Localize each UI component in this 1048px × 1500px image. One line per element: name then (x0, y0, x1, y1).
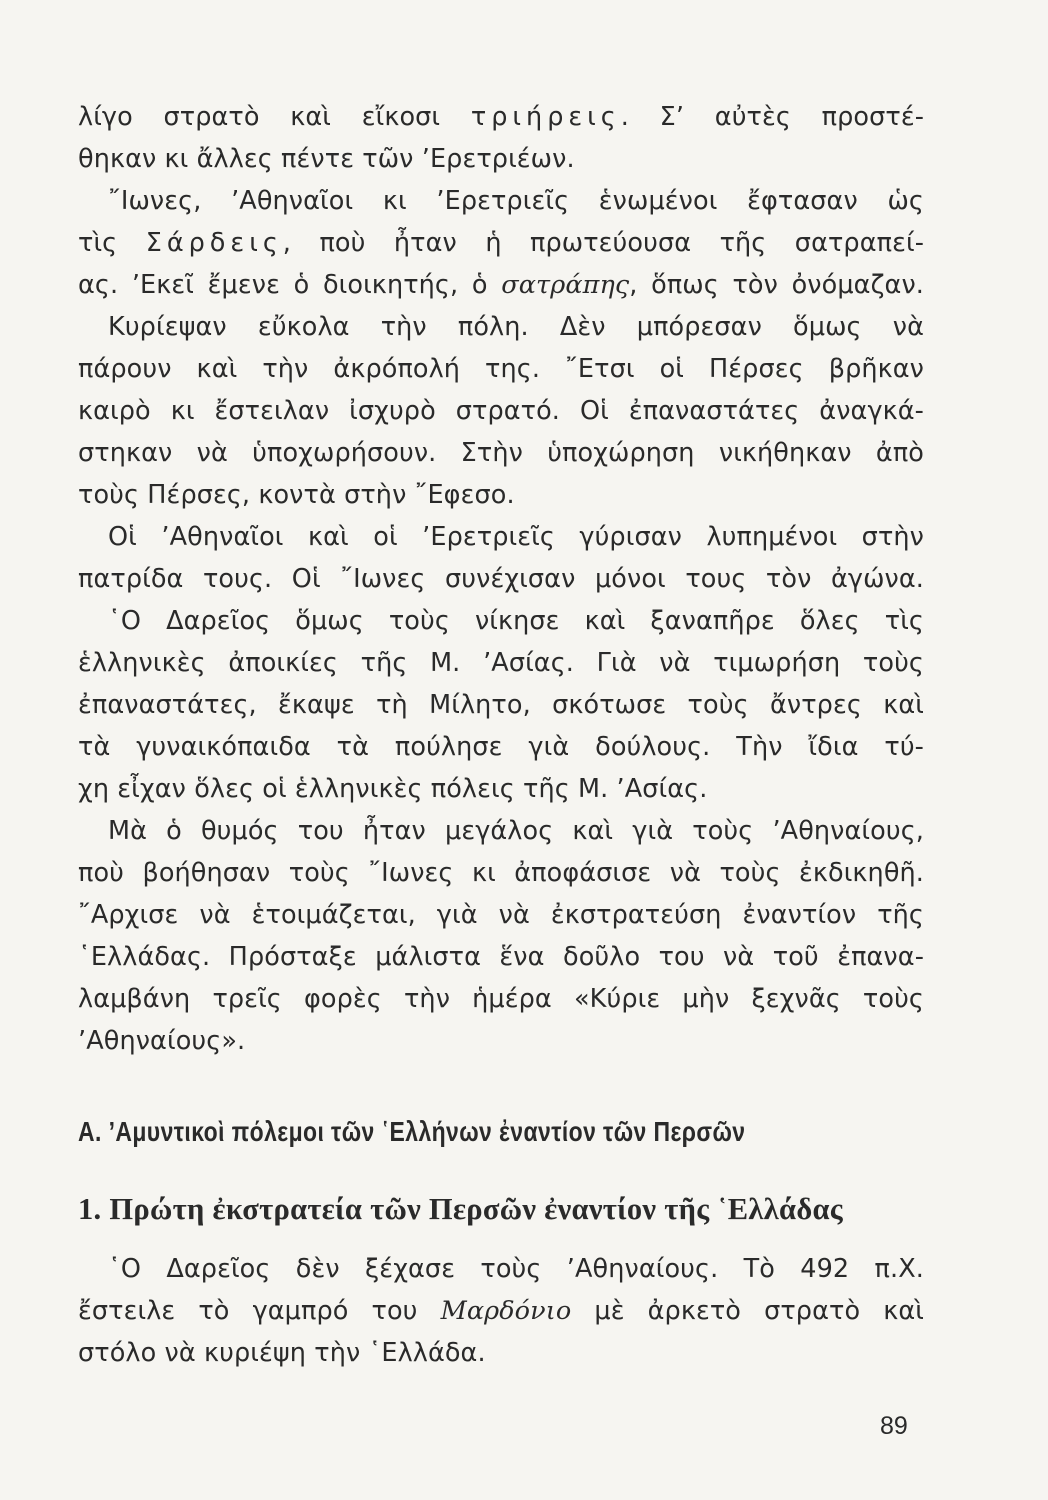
text-line: ἑλληνικὲς ἀποικίες τῆς Μ. ’Ασίας. Γιὰ νὰ τιμωρήση τοὺς (78, 648, 924, 678)
body-text-top (78, 96, 924, 1062)
text-line: Κυρίεψαν εὔκολα τὴν πόλη. Δὲν μπόρεσαν ὅμως νὰ (108, 312, 924, 342)
text-line: ποὺ βοήθησαν τοὺς ῎Ιωνες κι ἀποφάσισε νὰ τοὺς ἐκδικηθῆ. (78, 858, 924, 888)
page-number: 89 (880, 1412, 908, 1440)
text-line: τὶς Σάρδεις, ποὺ ἦταν ἡ πρωτεύουσα τῆς σατραπεί- (78, 228, 924, 258)
text-line: θηκαν κι ἄλλες πέντε τῶν ’Ερετριέων. (78, 144, 575, 174)
text-line: ῎Ιωνες, ’Αθηναῖοι κι ’Ερετριεῖς ἑνωμένοι ἔφτασαν ὡς (108, 186, 924, 216)
text-line: ῎Αρχισε νὰ ἑτοιμάζεται, γιὰ νὰ ἐκστρατεύση ἐναντίον τῆς (78, 900, 924, 930)
text-line: λαμβάνη τρεῖς φορὲς τὴν ἡμέρα «Κύριε μὴν ξεχνᾶς τοὺς (78, 984, 924, 1014)
text-line: ῾Ελλάδας. Πρόσταξε μάλιστα ἕνα δοῦλο του νὰ τοῦ ἐπανα- (78, 942, 924, 972)
text-line: στηκαν νὰ ὑποχωρήσουν. Στὴν ὑποχώρηση νικήθηκαν ἀπὸ (78, 438, 924, 468)
text-line: Οἱ ’Αθηναῖοι καὶ οἱ ’Ερετριεῖς γύρισαν λυπημένοι στὴν (108, 522, 924, 552)
text-line: ἔστειλε τὸ γαμπρό του Μαρδόνιο μὲ ἀρκετὸ στρατὸ καὶ (78, 1296, 924, 1326)
text-line: ’Αθηναίους». (78, 1026, 246, 1056)
text-line: καιρὸ κι ἔστειλαν ἰσχυρὸ στρατό. Οἱ ἐπαναστάτες ἀναγκά- (78, 396, 924, 426)
text-line: ῾Ο Δαρεῖος ὅμως τοὺς νίκησε καὶ ξαναπῆρε ὅλες τὶς (108, 606, 924, 636)
text-line: ἐπαναστάτες, ἔκαψε τὴ Μίλητο, σκότωσε τοὺς ἄντρες καὶ (78, 690, 924, 720)
text-line: ας. ’Εκεῖ ἔμενε ὁ διοικητής, ὁ σατράπης, ὅπως τὸν ὀνόμαζαν. (78, 270, 924, 300)
text-line: ῾Ο Δαρεῖος δὲν ξέχασε τοὺς ’Αθηναίους. Τὸ 492 π.Χ. (108, 1254, 924, 1284)
text-line: στόλο νὰ κυριέψη τὴν ῾Ελλάδα. (78, 1338, 486, 1368)
text-line: τοὺς Πέρσες, κοντὰ στὴν ῎Εφεσο. (78, 480, 515, 510)
text-line: Μὰ ὁ θυμός του ἦταν μεγάλος καὶ γιὰ τοὺς ’Αθηναίους, (108, 816, 924, 846)
text-line: πάρουν καὶ τὴν ἀκρόπολή της. ῎Ετσι οἱ Πέρσες βρῆκαν (78, 354, 924, 384)
text-line: τὰ γυναικόπαιδα τὰ πούλησε γιὰ δούλους. Τὴν ἴδια τύ- (78, 732, 924, 762)
text-line: λίγο στρατὸ καὶ εἴκοσι τριήρεις. Σ’ αὐτὲς προστέ- (78, 102, 924, 132)
section-subheading: Α. ’Αμυντικοὶ πόλεμοι τῶν ῾Ελλήνων ἐναντίον τῶν Περσῶν (78, 1116, 746, 1147)
chapter-heading: 1. Πρώτη ἐκστρατεία τῶν Περσῶν ἐναντίον τῆς ῾Ελλάδας (78, 1192, 843, 1226)
text-line: χη εἶχαν ὅλες οἱ ἑλληνικὲς πόλεις τῆς Μ. ’Ασίας. (78, 774, 708, 804)
text-line: πατρίδα τους. Οἱ ῎Ιωνες συνέχισαν μόνοι τους τὸν ἀγώνα. (78, 564, 924, 594)
body-text-bottom (78, 1248, 924, 1374)
